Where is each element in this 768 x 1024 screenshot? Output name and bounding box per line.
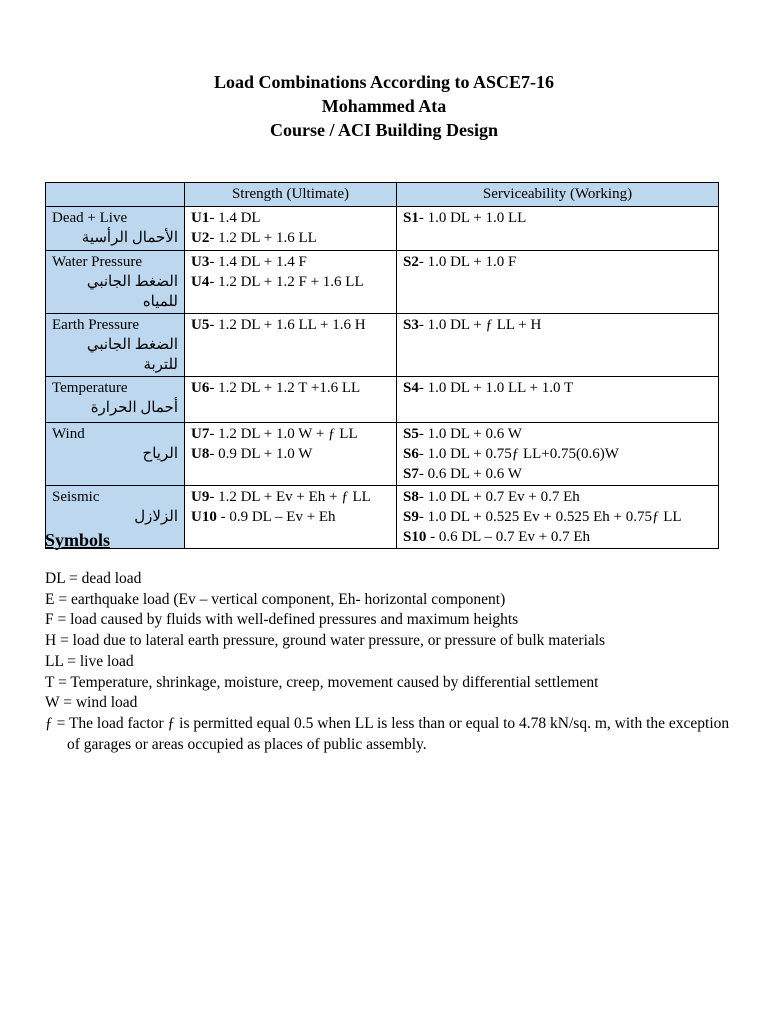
combination-id: U9 [191, 489, 210, 505]
serviceability-cell [397, 251, 719, 314]
strength-cell [185, 377, 397, 423]
combination-formula: - 1.0 DL + 0.6 W [418, 426, 522, 442]
combination-id: U1 [191, 210, 210, 226]
row-category [46, 314, 185, 377]
combination-id: U6 [191, 380, 210, 396]
combination [403, 208, 712, 228]
combination-id: S9 [403, 509, 419, 525]
symbol-item: DL = dead load [45, 570, 142, 587]
header-serviceability: Serviceability (Working) [397, 183, 719, 207]
table-row [46, 207, 719, 251]
combination [403, 378, 712, 398]
combination-formula: - 0.9 DL + 1.0 W [209, 446, 313, 462]
table-row [46, 423, 719, 486]
combination-id: S7 [403, 466, 419, 482]
header-category [46, 183, 185, 207]
symbol-item: T = Temperature, shrinkage, moisture, creep, movement caused by differential settlement [45, 673, 599, 691]
symbols-title: Symbols [45, 530, 111, 550]
combination [403, 444, 712, 464]
row-category [46, 377, 185, 423]
combination [403, 424, 712, 444]
symbol-item: LL = live load [45, 652, 134, 670]
symbols-list [45, 569, 735, 755]
category-label-arabic: الزلازل [134, 509, 178, 525]
combination-formula: - 1.2 DL + 1.6 LL [209, 230, 317, 246]
combination [191, 228, 390, 248]
combination-formula: - 1.0 DL + 0.525 Ev + 0.525 Eh + 0.75ƒ LL [418, 509, 682, 525]
combination [191, 487, 390, 507]
document-course: Course / ACI Building Design [269, 120, 499, 140]
combination-formula: - 1.4 DL [209, 210, 261, 226]
row-category [46, 251, 185, 314]
row-category [46, 207, 185, 251]
header-strength: Strength (Ultimate) [185, 183, 397, 207]
category-label-arabic: الأحمال الرأسية [81, 230, 178, 246]
table-row [46, 251, 719, 314]
table-header-row [46, 183, 719, 207]
combination-id: S8 [403, 489, 419, 505]
serviceability-cell [397, 377, 719, 423]
symbol-item: H = load due to lateral earth pressure, ground water pressure, or pressure of bulk materials [45, 632, 606, 650]
combination-formula: - 1.0 DL + ƒ LL + H [418, 317, 542, 333]
serviceability-cell [397, 486, 719, 549]
combination-id: S4 [403, 380, 419, 396]
combination-id: U10 [191, 509, 217, 525]
category-label: Seismic [52, 489, 100, 505]
combination-formula: - 1.0 DL + 0.7 Ev + 0.7 Eh [418, 489, 580, 505]
combination [403, 252, 712, 272]
combination-id: U2 [191, 230, 210, 246]
table-row [46, 377, 719, 423]
combination-id: S10 [403, 529, 427, 545]
combination-id: U3 [191, 254, 210, 270]
category-label: Earth Pressure [52, 317, 140, 333]
strength-cell [185, 423, 397, 486]
category-label: Wind [52, 426, 85, 442]
combination-id: S3 [403, 317, 419, 333]
combination-formula: - 0.6 DL – 0.7 Ev + 0.7 Eh [426, 529, 591, 545]
combination-formula: - 1.2 DL + 1.0 W + ƒ LL [209, 426, 358, 442]
combination [191, 272, 390, 292]
category-label: Dead + Live [52, 210, 128, 226]
strength-cell [185, 486, 397, 549]
serviceability-cell [397, 423, 719, 486]
combination-id: S5 [403, 426, 419, 442]
combination-formula: - 1.2 DL + Ev + Eh + ƒ LL [209, 489, 371, 505]
combination-formula: - 1.2 DL + 1.6 LL + 1.6 H [209, 317, 366, 333]
combination-id: S2 [403, 254, 419, 270]
combination-id: U4 [191, 274, 210, 290]
category-label-arabic: أحمال الحرارة [90, 400, 178, 416]
combination-formula: - 1.2 DL + 1.2 T +1.6 LL [209, 380, 361, 396]
combination [191, 315, 390, 335]
combination-formula: - 1.0 DL + 1.0 F [418, 254, 517, 270]
load-combinations-table [45, 182, 719, 549]
strength-cell [185, 314, 397, 377]
symbol-item: W = wind load [45, 694, 138, 712]
combination [403, 507, 712, 527]
category-label: Water Pressure [52, 254, 143, 270]
combination-formula: - 0.6 DL + 0.6 W [418, 466, 522, 482]
combination-formula: - 1.0 DL + 0.75ƒ LL+0.75(0.6)W [418, 446, 619, 462]
document-title: Load Combinations According to ASCE7-16 [213, 72, 555, 92]
combination [403, 527, 712, 547]
combination-id: U8 [191, 446, 210, 462]
table-row [46, 314, 719, 377]
document-author: Mohammed Ata [321, 96, 447, 116]
symbol-item-load-factor: ƒ = The load factor ƒ is permitted equal 0.5 when LL is less than or equal to 4.78 kN/sq. m, with the exception of garages or areas occupied as places of public assembly. [45, 714, 730, 753]
combination [403, 464, 712, 484]
document-header [0, 70, 768, 142]
category-label-arabic: الرياح [142, 446, 178, 462]
combination [191, 208, 390, 228]
combination-id: S6 [403, 446, 419, 462]
category-label-arabic: الضغط الجانبي للتربة [86, 337, 178, 373]
combination [191, 444, 390, 464]
combination [191, 424, 390, 444]
combination [403, 315, 712, 335]
combination-id: S1 [403, 210, 419, 226]
combination-formula: - 1.4 DL + 1.4 F [209, 254, 307, 270]
combination-formula: - 1.0 DL + 1.0 LL [418, 210, 527, 226]
strength-cell [185, 251, 397, 314]
combination-id: U7 [191, 426, 210, 442]
serviceability-cell [397, 314, 719, 377]
table-row [46, 486, 719, 549]
combination [191, 378, 390, 398]
strength-cell [185, 207, 397, 251]
combination [191, 507, 390, 527]
category-label: Temperature [52, 380, 128, 396]
combination-formula: - 0.9 DL – Ev + Eh [216, 509, 336, 525]
combination-formula: - 1.0 DL + 1.0 LL + 1.0 T [418, 380, 574, 396]
row-category [46, 423, 185, 486]
combination-formula: - 1.2 DL + 1.2 F + 1.6 LL [209, 274, 364, 290]
combination [191, 252, 390, 272]
combination-id: U5 [191, 317, 210, 333]
serviceability-cell [397, 207, 719, 251]
combination [403, 487, 712, 507]
symbol-item: E = earthquake load (Ev – vertical component, Eh- horizontal component) [45, 590, 506, 608]
symbol-item: F = load caused by fluids with well-defined pressures and maximum heights [45, 611, 519, 629]
category-label-arabic: الضغط الجانبي للمياه [86, 274, 178, 310]
